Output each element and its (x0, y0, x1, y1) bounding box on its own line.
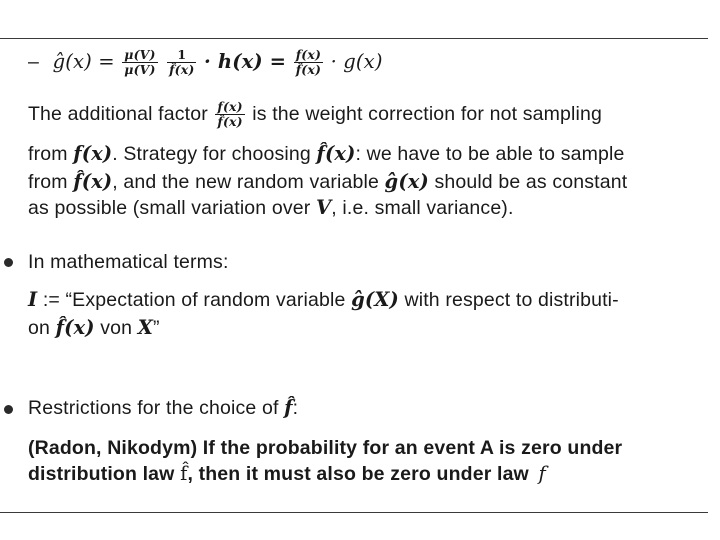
bottom-rule (0, 512, 708, 513)
bullet-marker-2 (4, 405, 13, 414)
formula-line (28, 48, 383, 77)
fraction-mu: $\frac{\mu(V)}{\mu(V)}$ (124, 47, 156, 78)
g-hat-lhs: ĝ(x) = (52, 50, 115, 73)
bullet2-line2: distribution law f̂, then it must also be zero under law f (28, 462, 546, 485)
bullet1-title: In mathematical terms: (28, 251, 229, 273)
top-rule (0, 38, 708, 39)
dot-g-term: · g(x) (330, 50, 383, 73)
fraction-one-over-fhat: $\frac{1}{f̂(x)}$ (169, 47, 195, 78)
fraction-weight: $\frac{f(x)}{f̂(x)}$ (217, 99, 243, 130)
bullet2-line1: (Radon, Nikodym) If the probability for an event A is zero under (28, 437, 623, 459)
dash-marker: – (28, 51, 39, 73)
para1-line4: as possible (small variation over V, i.e. small variance). (28, 196, 514, 219)
bullet2-title: Restrictions for the choice of f̂: (28, 396, 299, 419)
bullet-marker-1 (4, 258, 13, 267)
para1-line2: from f(x). Strategy for choosing f̂(x): we have to be able to sample (28, 142, 625, 165)
dot-h-term: · h(x) = (204, 50, 287, 73)
bullet1-line2: on f̂(x) von X” (28, 316, 160, 339)
para1-line3: from f̂(x), and the new random variable ĝ(x) should be as constant (28, 170, 628, 193)
fraction-f-over-fhat: $\frac{f(x)}{f̂(x)}$ (295, 47, 322, 78)
para1-line1: The additional factor $\frac{f(x)}{f̂(x)}$ is the weight correction for not sampling (28, 99, 602, 130)
bullet1-line1: I := “Expectation of random variable ĝ(X) with respect to distributi- (28, 288, 619, 311)
